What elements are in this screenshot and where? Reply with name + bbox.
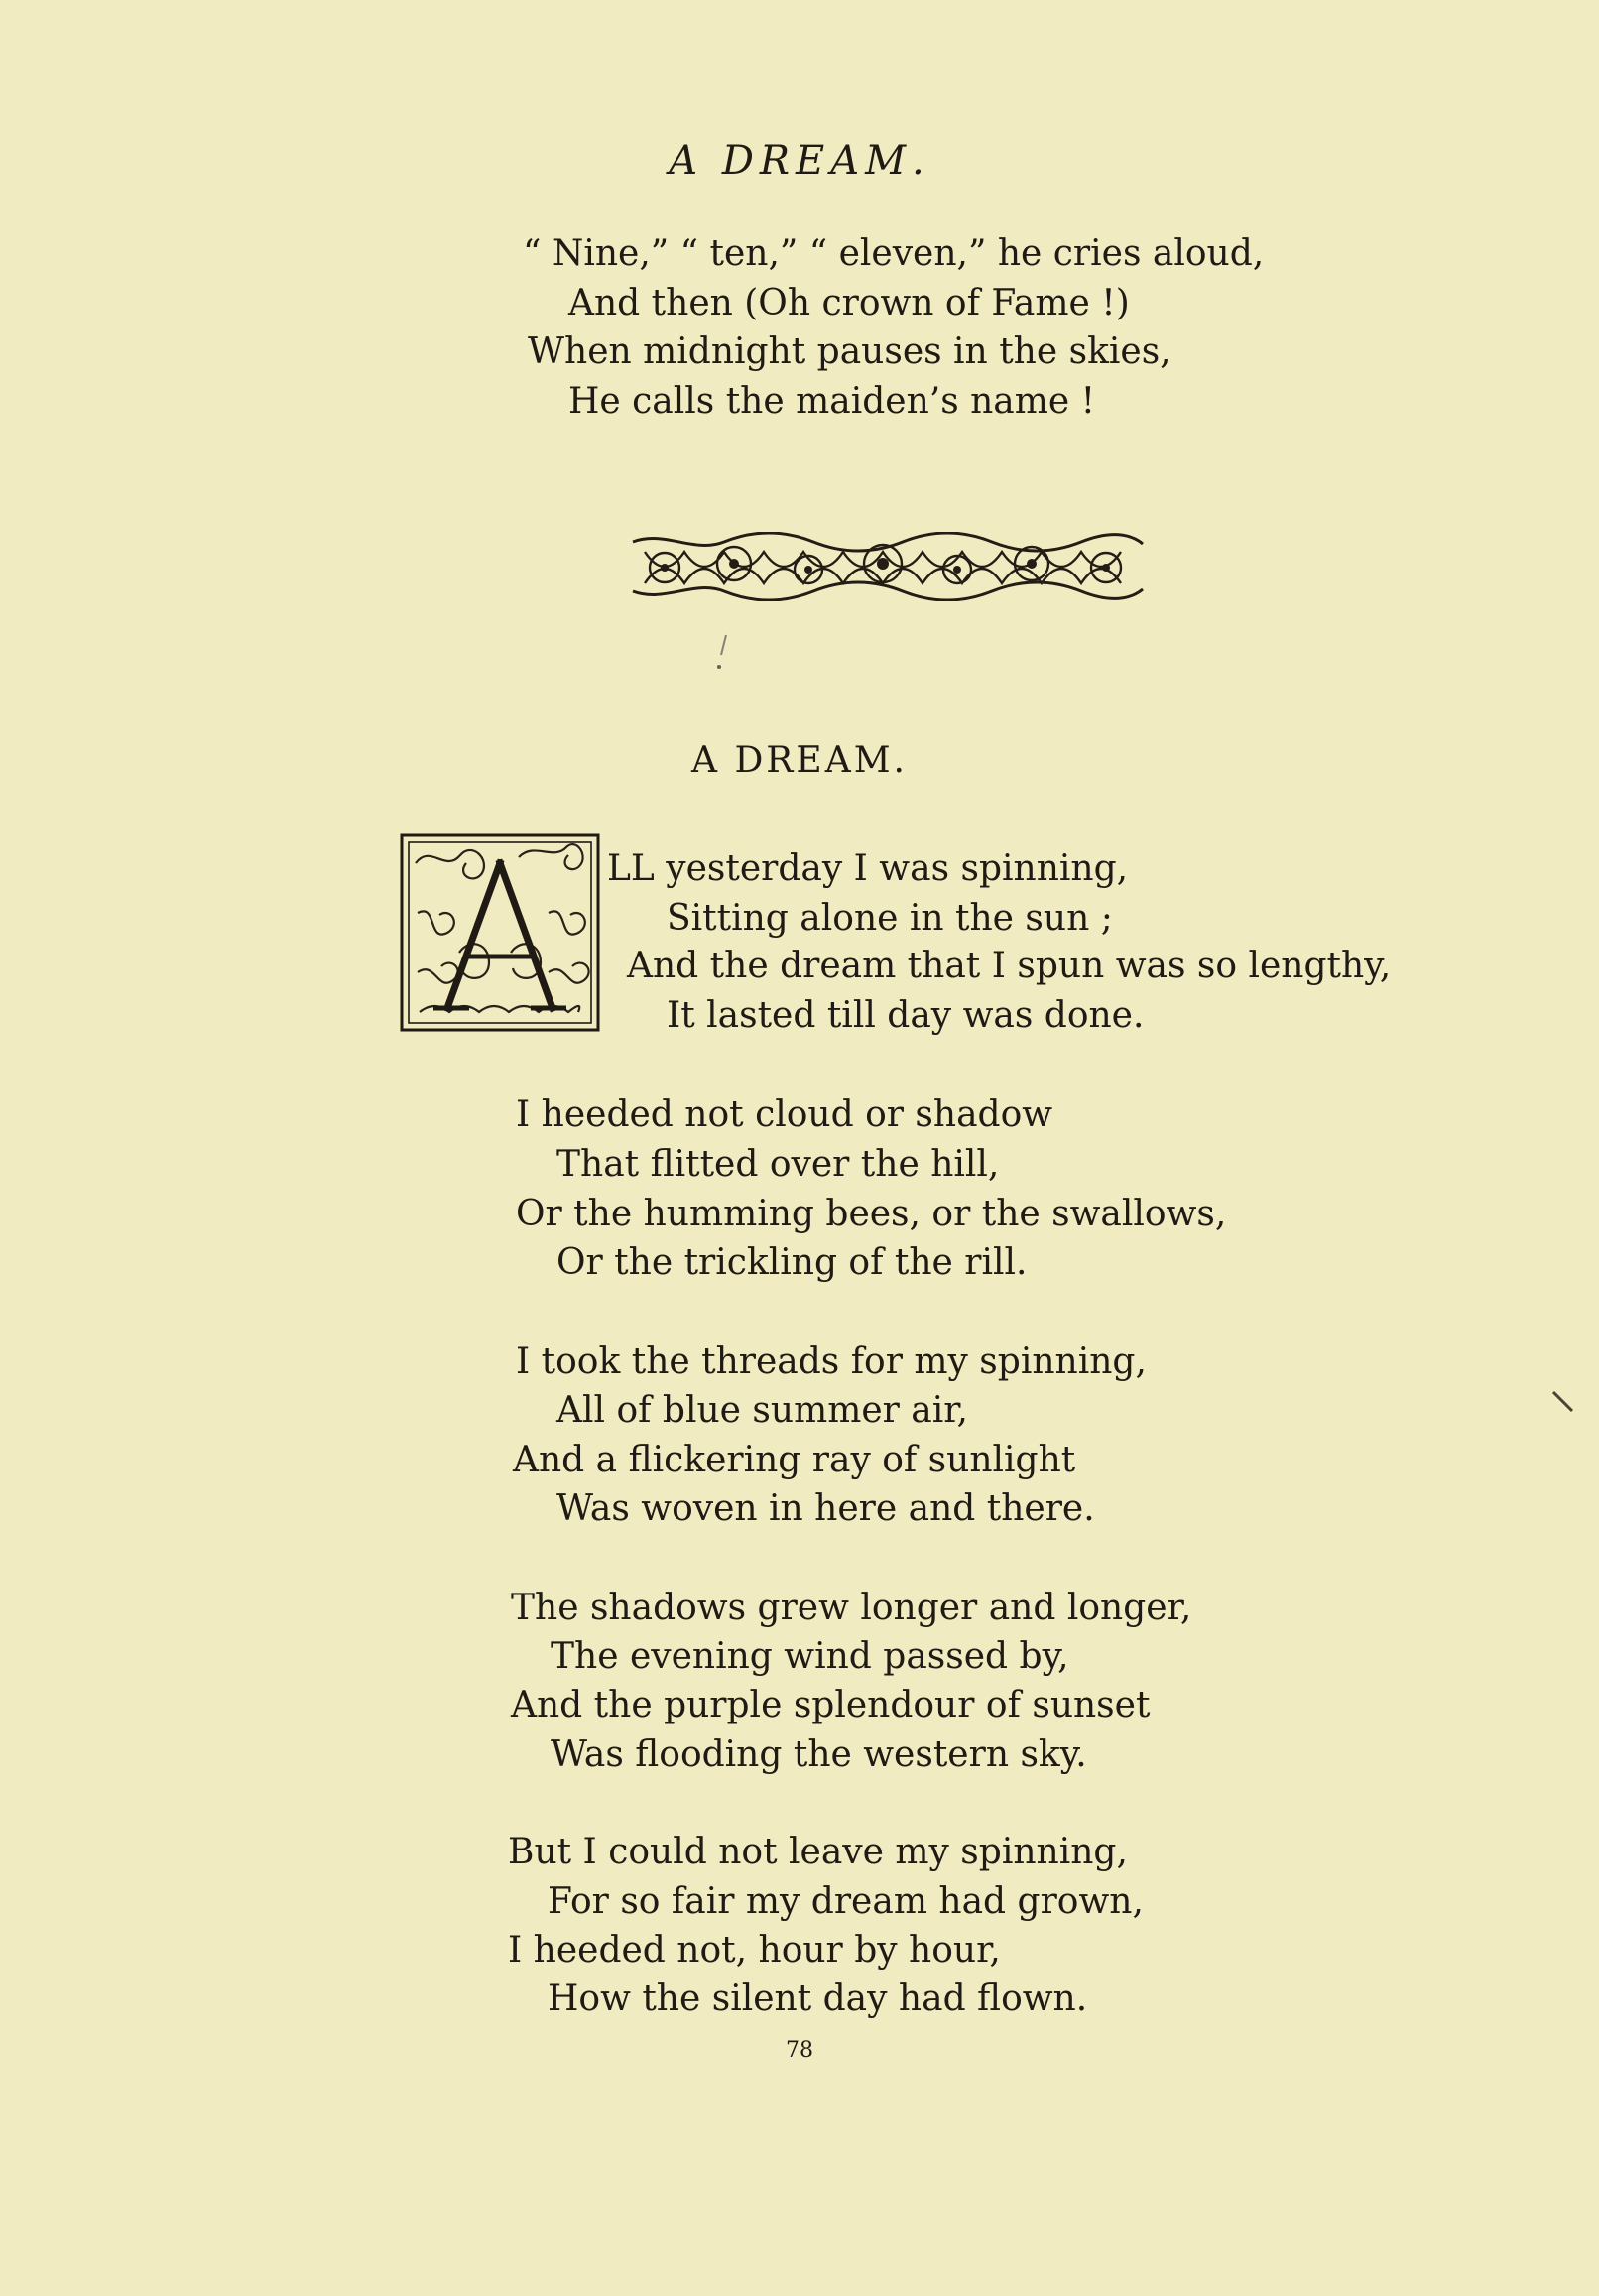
poem-line: LL yesterday I was spinning, [607, 848, 1129, 889]
poem-line: Was woven in here and there. [556, 1488, 1095, 1529]
poem-line: And then (Oh crown of Fame !) [568, 283, 1130, 323]
floral-ornament-icon [625, 532, 1151, 601]
poem-line: The shadows grew longer and longer, [511, 1588, 1192, 1628]
poem-line: When midnight pauses in the skies, [528, 331, 1171, 372]
poem-line: All of blue summer air, [556, 1390, 968, 1431]
poem-line: Was flooding the western sky. [551, 1734, 1087, 1775]
poem-line: The evening wind passed by, [551, 1636, 1069, 1677]
speck-mark-icon [714, 633, 730, 673]
poem-line: How the silent day had flown. [548, 1978, 1088, 2019]
poem-line: I heeded not cloud or shadow [516, 1094, 1053, 1135]
poem-line: Or the trickling of the rill. [556, 1242, 1028, 1283]
ornate-initial-a-icon [400, 833, 600, 1032]
poem-line: But I could not leave my spinning, [508, 1832, 1128, 1872]
poem-line: It lasted till day was done. [667, 995, 1145, 1036]
poem-line: For so fair my dream had grown, [548, 1881, 1144, 1922]
poem-line: Sitting alone in the sun ; [667, 898, 1113, 939]
poem-title: A DREAM. [691, 740, 908, 781]
poem-line: Or the humming bees, or the swallows, [516, 1194, 1227, 1234]
poem-line: “ Nine,” “ ten,” “ eleven,” he cries aloud, [523, 233, 1265, 274]
poem-line: That flitted over the hill, [556, 1144, 1000, 1185]
poem-line: And the purple splendour of sunset [511, 1685, 1151, 1725]
page-number: 78 [786, 2038, 813, 2063]
poem-line: And a flickering ray of sunlight [513, 1440, 1076, 1480]
poem-line: And the dream that I spun was so lengthy, [627, 946, 1392, 986]
speck-mark-icon [1550, 1389, 1576, 1415]
running-head: A DREAM. [669, 138, 930, 184]
poem-line: He calls the maiden’s name ! [568, 381, 1096, 422]
poem-line: I heeded not, hour by hour, [508, 1930, 1001, 1971]
poem-line: I took the threads for my spinning, [516, 1341, 1147, 1382]
